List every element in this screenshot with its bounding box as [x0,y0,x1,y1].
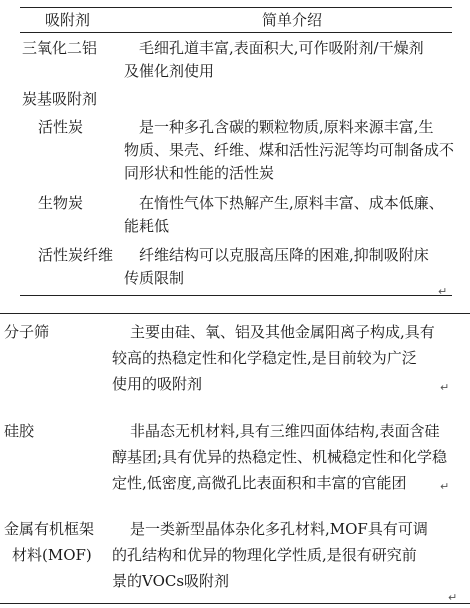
row-desc-ms-3: 使用的吸附剂 [112,375,203,393]
paragraph-mark: ↵ [448,591,458,604]
row-name-activated-carbon: 活性炭 [38,118,84,136]
table2-top-rule [0,313,470,314]
row-name-acf: 活性炭纤维 [38,246,114,264]
row-name-carbon-based: 炭基吸附剂 [22,90,98,108]
row-desc-biochar-2: 能耗低 [124,217,170,235]
row-desc-ac-1: 是一种多孔含碳的颗粒物质,原料来源丰富,生 [139,118,434,136]
paragraph-mark: ↵ [438,285,448,298]
row-desc-ms-2: 较高的热稳定性和化学稳定性,是目前较为广泛 [112,349,417,367]
row-desc-ac-2: 物质、果壳、纤维、煤和活性污泥等均可制备成不 [124,141,455,159]
paragraph-mark: ↵ [440,381,450,394]
header-adsorbent: 吸附剂 [45,11,91,29]
row-desc-biochar-1: 在惰性气体下热解产生,原料丰富、成本低廉、 [139,194,444,212]
row-name-alumina: 三氧化二铝 [22,39,98,57]
row-desc-alumina-2: 及催化剂使用 [124,62,215,80]
row-desc-ms-1: 主要由硅、氧、铝及其他金属阳离子构成,具有 [130,323,435,341]
row-name-biochar: 生物炭 [38,194,84,212]
row-desc-sg-1: 非晶态无机材料,具有三维四面体结构,表面含硅 [130,422,440,440]
table1-header-rule [20,32,452,33]
header-description: 简单介绍 [262,11,323,29]
table1-top-rule [20,7,452,8]
row-name-silica-gel: 硅胶 [4,422,35,440]
row-desc-ac-3: 同形状和性能的活性炭 [124,164,275,182]
row-desc-mof-3: 景的VOCs吸附剂 [112,572,230,590]
row-desc-sg-2: 醇基团;具有优异的热稳定性、机械稳定性和化学稳 [112,448,448,466]
row-desc-mof-1: 是一类新型晶体杂化多孔材料,MOF具有可调 [130,520,428,538]
table2-bottom-rule [0,603,470,604]
row-desc-alumina-1: 毛细孔道丰富,表面积大,可作吸附剂/干燥剂 [139,39,424,57]
row-desc-acf-1: 纤维结构可以克服高压降的困难,抑制吸附床 [139,246,429,264]
row-desc-mof-2: 的孔结构和优异的物理化学性质,是很有研究前 [112,546,417,564]
row-name-mof-1: 金属有机框架 [4,520,95,538]
row-desc-sg-3: 定性,低密度,高微孔比表面积和丰富的官能团 [112,474,407,492]
row-name-molecular-sieve: 分子筛 [4,323,50,341]
row-desc-acf-2: 传质限制 [124,269,185,287]
table1-bottom-rule [20,295,452,296]
row-name-mof-2: 材料(MOF) [12,546,92,564]
paragraph-mark: ↵ [440,480,450,493]
